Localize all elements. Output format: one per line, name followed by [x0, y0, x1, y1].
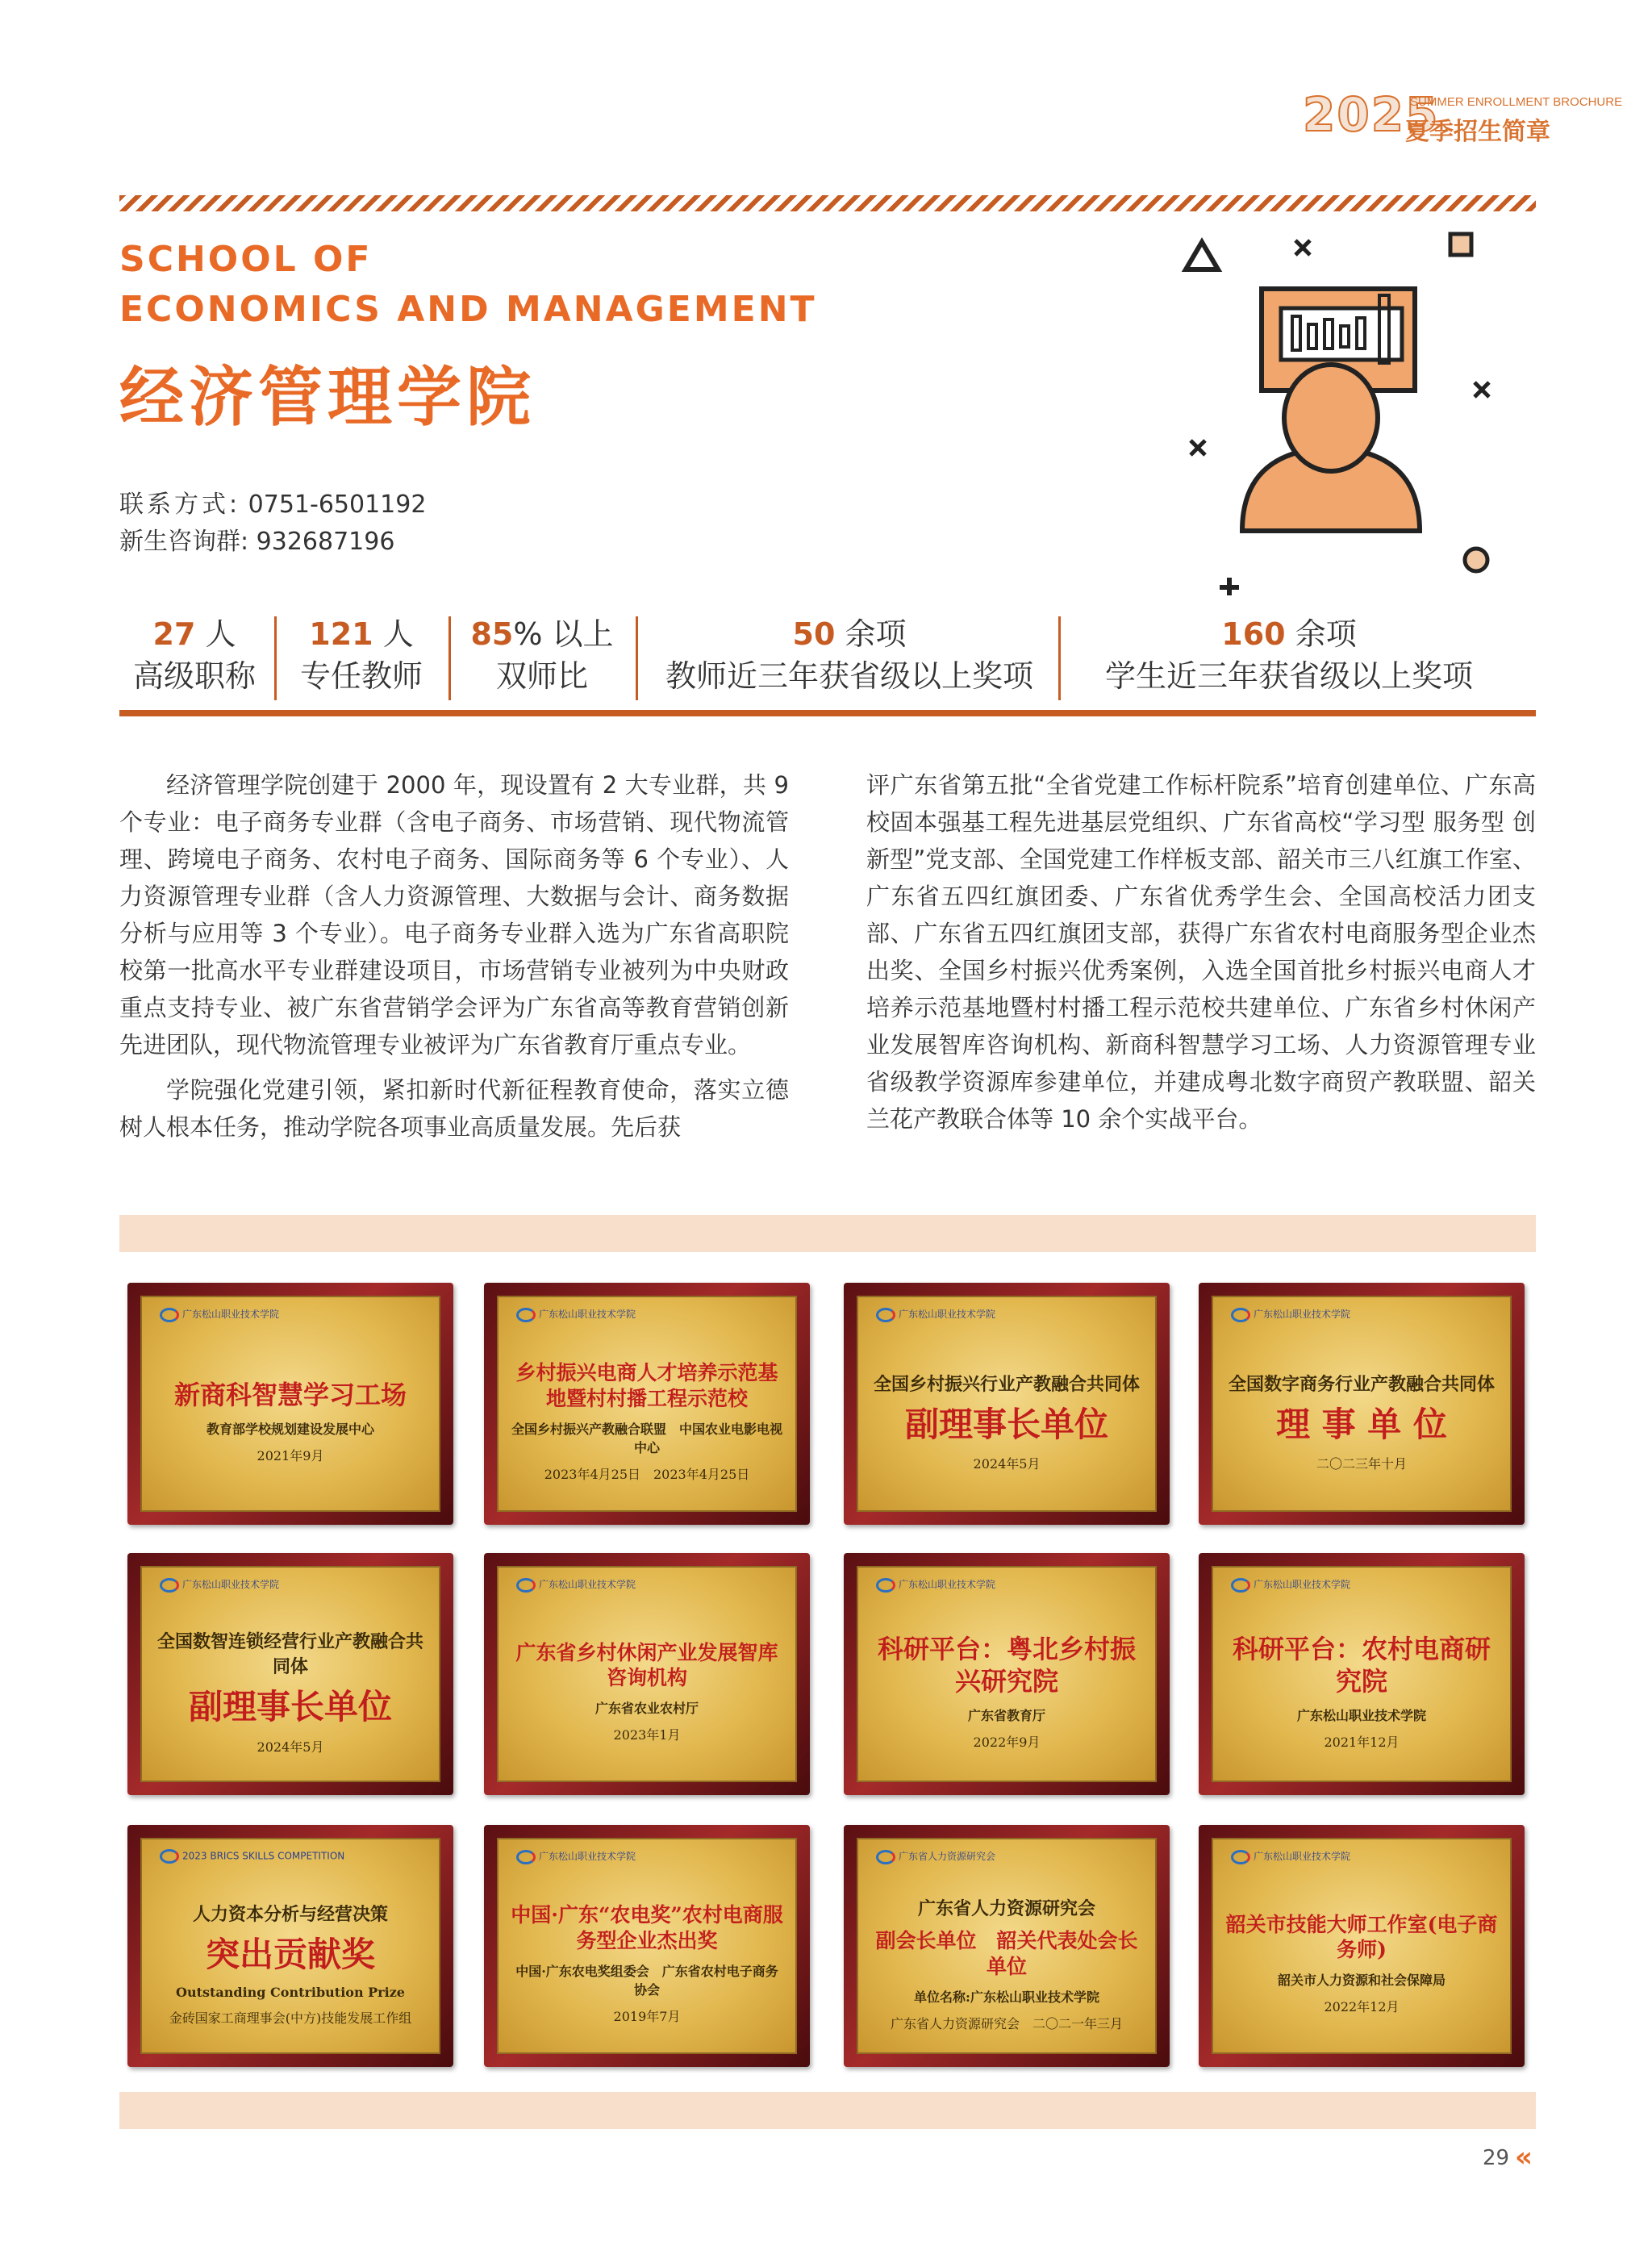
- stat-divider: [1058, 616, 1061, 700]
- teacher-presentation-illustration: [1145, 224, 1541, 595]
- stat-divider: [448, 616, 451, 700]
- circle-icon: [1465, 549, 1487, 571]
- honor-plaque: [484, 1283, 810, 1525]
- plaque-logo: [160, 1849, 344, 1864]
- plaque-logo-text: 广东松山职业技术学院: [1254, 1309, 1351, 1320]
- plaque-date: 金砖国家工商理事会(中方)技能发展工作组: [169, 2010, 412, 2026]
- plaque-logo: [516, 1849, 636, 1864]
- stat-label: 教师近三年获省级以上奖项: [665, 658, 1033, 694]
- college-logo-icon: [160, 1308, 179, 1322]
- plaque-gold-face: [857, 1566, 1157, 1782]
- stat-student-awards: [1063, 613, 1515, 703]
- plaque-date: 2021年12月: [1324, 1735, 1400, 1750]
- plaque-title: 乡村振兴电商人才培养示范基地暨村村播工程示范校: [515, 1361, 778, 1410]
- plus-icon: [1220, 578, 1239, 595]
- contact-phone-value: 0751-6501192: [248, 491, 427, 519]
- stat-dual-teacher-ratio: [453, 613, 631, 703]
- plaque-logo-text: 广东松山职业技术学院: [539, 1579, 636, 1590]
- plaque-logo-text: 广东松山职业技术学院: [182, 1579, 280, 1590]
- stat-senior-titles: [119, 613, 269, 703]
- plaque-title: 副理事长单位: [188, 1687, 392, 1727]
- contact-phone: [119, 484, 426, 520]
- stat-number: 27: [152, 616, 196, 652]
- honor-plaque: [1199, 1825, 1525, 2067]
- brochure-year: 2025: [1303, 87, 1440, 142]
- plaque-date: 2023年1月: [613, 1727, 681, 1743]
- plaque-issuer-heading: 全国乡村振兴行业产教融合共同体: [873, 1373, 1140, 1395]
- plaque-title: 副会长单位 韶关代表处会长单位: [875, 1929, 1138, 1978]
- honor-plaque: [844, 1283, 1170, 1525]
- plaque-title: 韶关市技能大师工作室(电子商务师): [1225, 1912, 1498, 1961]
- stat-teacher-awards: [640, 613, 1058, 703]
- body-column-left: [119, 766, 789, 1146]
- stat-suffix: 余项: [1285, 616, 1357, 652]
- stat-suffix: 余项: [835, 616, 907, 652]
- college-logo-icon: [876, 1850, 895, 1864]
- plaque-date: 2024年5月: [973, 1456, 1041, 1472]
- plaque-logo-text: 广东省人力资源研究会: [899, 1851, 996, 1862]
- plaque-title: 副理事长单位: [904, 1404, 1108, 1444]
- plaque-logo-text: 广东松山职业技术学院: [539, 1851, 636, 1862]
- plaque-gold-face: [497, 1566, 797, 1782]
- plaque-logo-text: 广东松山职业技术学院: [899, 1309, 996, 1320]
- contact-phone-label: 联系方式:: [119, 491, 241, 519]
- college-logo-icon: [516, 1308, 536, 1322]
- paragraph-intro: 经济管理学院创建于 2000 年，现设置有 2 大专业群，共 9 个专业：电子商务专业群（含电子商务、市场营销、现代物流管理、跨境电子商务、农村电子商务、国际商务等 6 个专业）、人力资源管理专业群（含人力资源管理、大数据与会计、商务数据分析与应用等 3 个专业）。电子商务专业群入选为广东省高职院校第一批高水平专业群建设项目，市场营销专业被列为中央财政重点支持专业、被广东省营销学会评为广东省高等教育营销创新先进团队，现代物流管理专业被评为广东省教育厅重点专业。: [119, 771, 789, 1058]
- plaque-gold-face: [1212, 1838, 1512, 2054]
- college-logo-icon: [160, 1849, 179, 1864]
- college-logo-icon: [516, 1578, 536, 1593]
- plaque-logo: [160, 1577, 279, 1593]
- plaque-date: 广东省人力资源研究会 二〇二一年三月: [890, 2015, 1123, 2031]
- plaque-issuer: 全国乡村振兴产教融合联盟 中国农业电影电视中心: [511, 1421, 782, 1455]
- plaque-date: 2023年4月25日 2023年4月25日: [544, 1466, 750, 1482]
- school-title-cn: 经济管理学院: [119, 360, 536, 435]
- college-logo-icon: [160, 1578, 179, 1593]
- honor-plaque: [127, 1283, 453, 1525]
- stat-divider: [636, 616, 638, 700]
- honor-plaque: [127, 1825, 453, 2067]
- stat-suffix: % 以上: [513, 616, 614, 652]
- plaque-date: 2024年5月: [257, 1739, 324, 1755]
- plaque-gold-face: [857, 1838, 1157, 2054]
- stats-bar: [119, 613, 1536, 703]
- stat-number: 50: [792, 616, 836, 652]
- plaque-title: 科研平台：农村电商研究院: [1232, 1634, 1491, 1697]
- honor-plaque: [844, 1825, 1170, 2067]
- stats-underline: [119, 710, 1536, 716]
- plaque-date: 2019年7月: [613, 2008, 681, 2024]
- college-logo-icon: [1231, 1578, 1250, 1593]
- plaque-logo-text: 广东松山职业技术学院: [539, 1309, 636, 1320]
- plaque-logo: [516, 1307, 636, 1322]
- stat-label: 专任教师: [299, 658, 423, 694]
- honor-plaque: [484, 1553, 810, 1795]
- square-icon: [1450, 234, 1471, 255]
- double-chevron-left-icon: «: [1515, 2141, 1526, 2173]
- plaque-issuer: 广东松山职业技术学院: [1296, 1708, 1426, 1723]
- brochure-title-en: SUMMER ENROLLMENT BROCHURE: [1410, 95, 1623, 109]
- plaque-title: 科研平台：粤北乡村振兴研究院: [877, 1634, 1136, 1697]
- plaque-gold-face: [497, 1838, 797, 2054]
- paragraph-party-building-start: 学院强化党建引领，紧扣新时代新征程教育使命，落实立德树人根本任务，推动学院各项事业高质量发展。先后获: [119, 1076, 789, 1141]
- plaque-logo: [1231, 1577, 1350, 1593]
- plaque-logo-text: 广东松山职业技术学院: [899, 1579, 996, 1590]
- school-title-en-line2: ECONOMICS AND MANAGEMENT: [119, 289, 817, 330]
- plaque-issuer-heading: 广东省人力资源研究会: [917, 1898, 1095, 1920]
- college-logo-icon: [876, 1308, 895, 1322]
- plaque-logo: [876, 1307, 995, 1322]
- plaque-issuer: 广东省农业农村厅: [594, 1701, 699, 1717]
- plaque-gold-face: [497, 1296, 797, 1512]
- plaque-logo: [516, 1577, 636, 1593]
- honor-plaque: [484, 1825, 810, 2067]
- peach-band-bottom: [119, 2092, 1536, 2129]
- stat-suffix: 人: [373, 616, 414, 652]
- plaque-issuer: 教育部学校规划建设发展中心: [206, 1422, 374, 1437]
- plaque-date: 2022年9月: [973, 1735, 1041, 1750]
- plaque-logo: [876, 1849, 995, 1864]
- plaque-date: 2021年9月: [257, 1448, 324, 1463]
- plaque-title: 理 事 单 位: [1276, 1404, 1447, 1444]
- contact-group: [119, 521, 394, 557]
- plaque-gold-face: [140, 1566, 440, 1782]
- plaque-logo: [1231, 1849, 1350, 1864]
- honor-plaque: [127, 1553, 453, 1795]
- honor-plaque: [844, 1553, 1170, 1795]
- page-number: 29: [1483, 2146, 1510, 2170]
- plaque-issuer: 单位名称:广东松山职业技术学院: [914, 1989, 1099, 2005]
- plaque-logo: [1231, 1307, 1350, 1322]
- stat-suffix: 人: [195, 616, 236, 652]
- plaque-title: 突出贡献奖: [205, 1935, 375, 1975]
- plaque-issuer: 中国·广东农电奖组委会 广东省农村电子商务协会: [515, 1963, 778, 1998]
- peach-band-top: [119, 1215, 1536, 1252]
- plaque-title: 中国·广东“农电奖”农村电商服务型企业杰出奖: [511, 1903, 783, 1952]
- stat-label: 双师比: [495, 658, 588, 694]
- stat-number: 160: [1221, 616, 1286, 652]
- plaque-logo-text: 2023 BRICS SKILLS COMPETITION: [182, 1850, 345, 1862]
- stat-label: 高级职称: [132, 658, 256, 694]
- plaque-issuer: 广东省教育厅: [967, 1708, 1045, 1723]
- decorative-zigzag-rule: [119, 195, 1536, 211]
- plaque-issuer-heading: 全国数字商务行业产教融合共同体: [1228, 1373, 1495, 1395]
- college-logo-icon: [876, 1578, 895, 1593]
- honor-plaque: [1199, 1553, 1525, 1795]
- plaque-gold-face: [857, 1296, 1157, 1512]
- college-logo-icon: [1231, 1308, 1250, 1322]
- stat-number: 85: [470, 616, 514, 652]
- plaque-logo-text: 广东松山职业技术学院: [1254, 1851, 1351, 1862]
- plaque-date: 2022年12月: [1324, 1999, 1400, 2015]
- plaque-issuer-heading: 人力资本分析与经营决策: [192, 1904, 388, 1926]
- stat-divider: [274, 616, 277, 700]
- plaque-logo: [876, 1577, 995, 1593]
- plaque-gold-face: [1212, 1296, 1512, 1512]
- contact-group-label: 新生咨询群:: [119, 528, 249, 556]
- body-column-right: [866, 766, 1536, 1138]
- plaque-gold-face: [140, 1296, 440, 1512]
- triangle-icon: [1186, 242, 1218, 269]
- plaque-logo-text: 广东松山职业技术学院: [1254, 1579, 1351, 1590]
- stat-label: 学生近三年获省级以上奖项: [1104, 658, 1473, 694]
- brochure-title-cn: 夏季招生简章: [1405, 118, 1550, 146]
- plaque-issuer: Outstanding Contribution Prize: [176, 1984, 405, 2000]
- paragraph-party-building-continued: 评广东省第五批“全省党建工作标杆院系”培育创建单位、广东高校固本强基工程先进基层党组织、广东省高校“学习型 服务型 创新型”党支部、全国党建工作样板支部、韶关市三八红旗工作室、广东省五四红旗团委、广东省优秀学生会、全国高校活力团支部、广东省五四红旗团支部，获得广东省农村电商服务型企业杰出奖、全国乡村振兴优秀案例，入选全国首批乡村振兴电商人才培养示范基地暨村村播工程示范校共建单位、广东省乡村休闲产业发展智库咨询机构、新商科智慧学习工场、人力资源管理专业省级教学资源库参建单位，并建成粤北数字商贸产教联盟、韶关兰花产教联合体等 10 余个实战平台。: [866, 771, 1536, 1133]
- college-logo-icon: [1231, 1850, 1250, 1864]
- stat-fulltime-teachers: [281, 613, 442, 703]
- plaque-title: 新商科智慧学习工场: [173, 1380, 407, 1410]
- plaque-date: 二〇二三年十月: [1316, 1456, 1407, 1472]
- plaque-issuer: 韶关市人力资源和社会保障局: [1277, 1973, 1446, 1989]
- plaque-issuer-heading: 全国数智连锁经营行业产教融合共同体: [156, 1631, 423, 1678]
- plaque-gold-face: [140, 1838, 440, 2054]
- college-logo-icon: [516, 1850, 536, 1864]
- honor-plaque: [1199, 1283, 1525, 1525]
- stat-number: 121: [309, 616, 373, 652]
- contact-group-value: 932687196: [256, 528, 395, 556]
- plaque-gold-face: [1212, 1566, 1512, 1782]
- plaque-logo: [160, 1307, 279, 1322]
- plaque-logo-text: 广东松山职业技术学院: [182, 1309, 280, 1320]
- school-title-en-line1: SCHOOL OF: [119, 239, 373, 280]
- plaque-title: 广东省乡村休闲产业发展智库咨询机构: [515, 1640, 778, 1689]
